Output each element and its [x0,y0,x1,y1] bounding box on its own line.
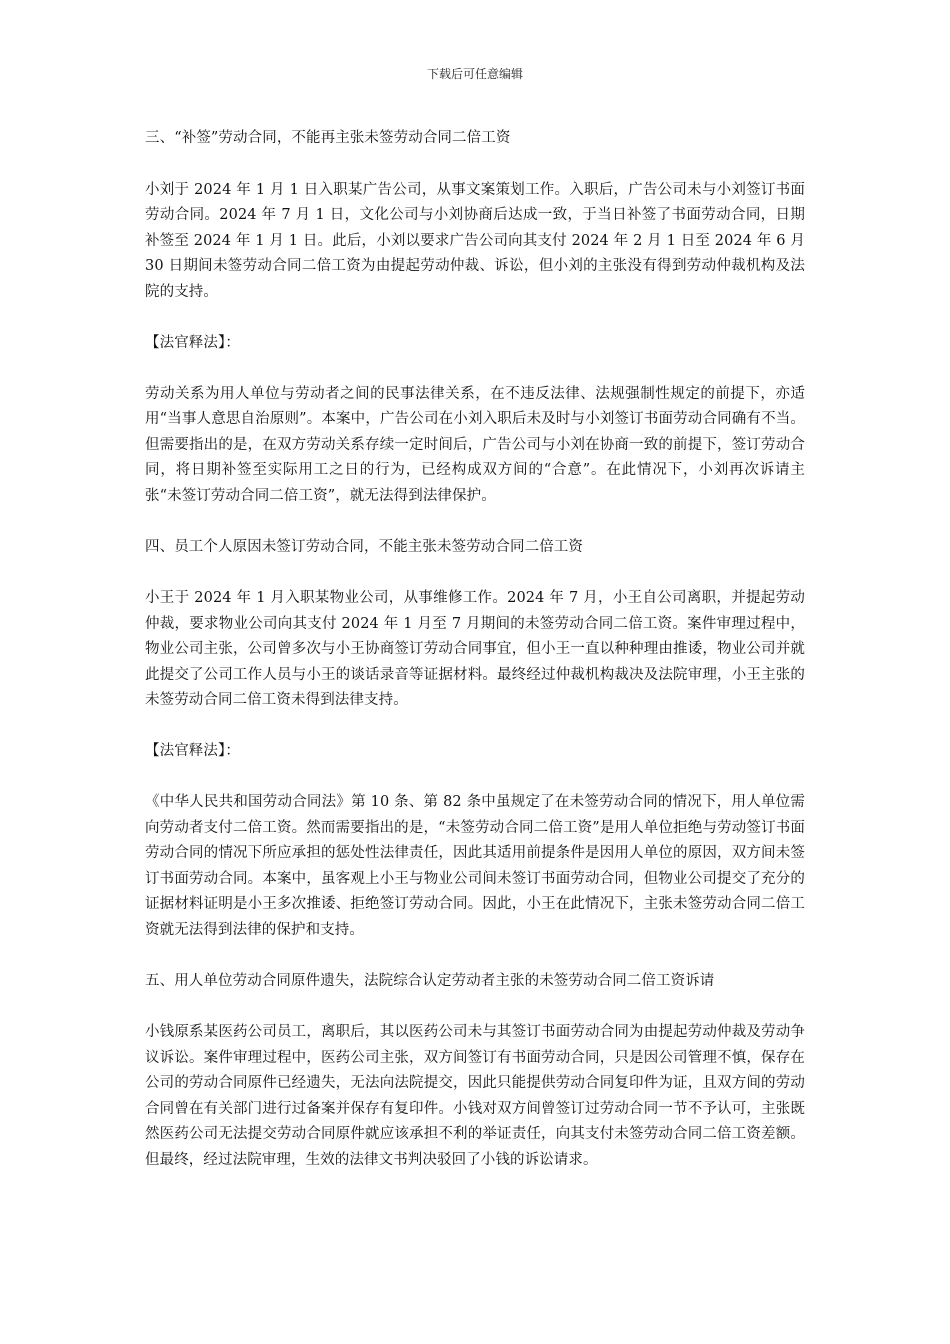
section-3-case: 小刘于 2024 年 1 月 1 日入职某广告公司，从事文案策划工作。入职后，广告公司未与小刘签订书面劳动合同。2024 年 7 月 1 日，文化公司与小刘协商后达成一致，于当日补签了书面劳动合同，日期补签至 2024 年 1 月 1 日。此后，小刘以要求广告公司向其支付 2024 年 2 月 1 日至 2024 年 6 月 30 日期间未签劳动合同二倍工资为由提起劳动仲裁、诉讼，但小刘的主张没有得到劳动仲裁机构及法院的支持。 [145,181,805,300]
section-5-case: 小钱原系某医药公司员工，离职后，其以医药公司未与其签订书面劳动合同为由提起劳动仲裁及劳动争议诉讼。案件审理过程中，医药公司主张，双方间签订有书面劳动合同，只是因公司管理不慎，保存在公司的劳动合同原件已经遗失，无法向法院提交，因此只能提供劳动合同复印件为证，且双方间的劳动合同曾在有关部门进行过备案并保存有复印件。小钱对双方间曾签订过劳动合同一节不予认可，主张既然医药公司无法提交劳动合同原件就应该承担不利的举证责任，向其支付未签劳动合同二倍工资差额。但最终，经过法院审理，生效的法律文书判决驳回了小钱的诉讼请求。 [145,1024,805,1168]
page-header: 下载后可任意编辑 [426,67,523,81]
document-body [145,126,805,1199]
section-3-heading: 三、“补签”劳动合同，不能再主张未签劳动合同二倍工资 [145,130,511,146]
section-4-case: 小王于 2024 年 1 月入职某物业公司，从事维修工作。2024 年 7 月，小王自公司离职，并提起劳动仲裁，要求物业公司向其支付 2024 年 1 月至 7 月期间的未签劳动合同二倍工资。案件审理过程中，物业公司主张，公司曾多次与小王协商签订劳动合同事宜，但小王一直以种种理由推诿，物业公司并就此提交了公司工作人员与小王的谈话录音等证据材料。最终经过仲裁机构裁决及法院审理，小王主张的未签劳动合同二倍工资未得到法律支持。 [145,590,805,708]
section-4-explanation: 《中华人民共和国劳动合同法》第 10 条、第 82 条中虽规定了在未签劳动合同的情况下，用人单位需向劳动者支付二倍工资。然而需要指出的是，“未签劳动合同二倍工资”是用人单位拒绝与劳动签订书面劳动合同的情况下所应承担的惩处性法律责任，因此其适用前提条件是因用人单位的原因，双方间未签订书面劳动合同。本案中，虽客观上小王与物业公司间未签订书面劳动合同，但物业公司提交了充分的证据材料证明是小王多次推诿、拒绝签订劳动合同。因此，小王在此情况下，主张未签劳动合同二倍工资就无法得到法律的保护和支持。 [145,794,805,938]
section-3-label: 【法官释法】： [145,334,240,351]
section-4-label: 【法官释法】： [145,743,240,759]
section-4-heading: 四、员工个人原因未签订劳动合同，不能主张未签劳动合同二倍工资 [145,538,583,555]
section-5-heading: 五、用人单位劳动合同原件遗失，法院综合认定劳动者主张的未签劳动合同二倍工资诉请 [145,972,715,989]
section-3-explanation: 劳动关系为用人单位与劳动者之间的民事法律关系，在不违反法律、法规强制性规定的前提下，亦适用“当事人意思自治原则”。本案中，广告公司在小刘入职后未及时与小刘签订书面劳动合同确有不当。但需要指出的是，在双方劳动关系存续一定时间后，广告公司与小刘在协商一致的前提下，签订劳动合同，将日期补签至实际用工之日的行为，已经构成双方间的“合意”。在此情况下，小刘再次诉请主张“未签订劳动合同二倍工资”，就无法得到法律保护。 [145,385,805,504]
